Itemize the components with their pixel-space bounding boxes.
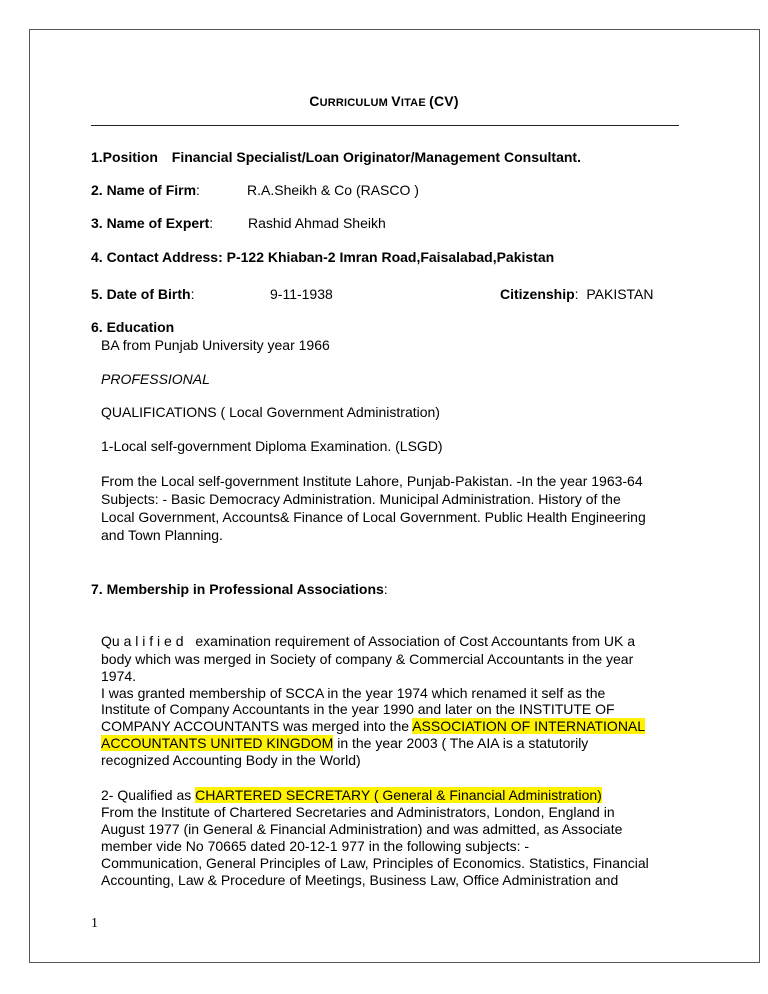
education-para-line: From the Local self-government Institute Lahore, Punjab-Pakistan. -In the year 1963-64 bbox=[101, 473, 643, 489]
membership-line: Institute of Company Accountants in the year 1990 and later on the INSTITUTE OF bbox=[101, 701, 615, 717]
membership-line: From the Institute of Chartered Secretaries and Administrators, London, England in bbox=[101, 804, 615, 820]
membership-line: Qu a l i f i e d examination requirement of Association of Cost Accountants from UK a bbox=[101, 633, 636, 649]
citizenship-value: PAKISTAN bbox=[586, 286, 654, 302]
expert-row: 3. Name of Expert: bbox=[91, 215, 214, 231]
firm-label: 2. Name of Firm bbox=[91, 182, 197, 198]
membership-line: I was granted membership of SCCA in the year 1974 which renamed it self as the bbox=[101, 685, 606, 701]
document-title: CURRICULUM VITAE (CV) bbox=[309, 93, 459, 109]
contact-value: P-122 Khiaban-2 Imran Road,Faisalabad,Pakistan bbox=[226, 249, 555, 265]
education-professional: PROFESSIONAL bbox=[101, 371, 210, 387]
membership-line: body which was merged in Society of company & Commercial Accountants in the year bbox=[101, 651, 634, 667]
membership-line: 2- Qualified as CHARTERED SECRETARY ( General & Financial Administration) bbox=[101, 787, 602, 803]
dob-row: 5. Date of Birth: bbox=[91, 286, 195, 302]
chartered-secretary-highlight: CHARTERED SECRETARY ( General & Financial Administration) bbox=[195, 787, 602, 803]
membership-line: Communication, General Principles of Law, Principles of Economics. Statistics, Financial bbox=[101, 855, 649, 871]
membership-line: Accounting, Law & Procedure of Meetings, Business Law, Office Administration and bbox=[101, 872, 619, 888]
citizenship: Citizenship: PAKISTAN bbox=[500, 286, 654, 302]
position-row bbox=[91, 148, 581, 166]
expert-label: 3. Name of Expert bbox=[91, 215, 210, 231]
citizenship-label: Citizenship bbox=[500, 286, 575, 302]
expert-value: Rashid Ahmad Sheikh bbox=[248, 215, 386, 231]
education-para-line: and Town Planning. bbox=[101, 527, 223, 543]
qualified-spaced: Qu a l i f i e d bbox=[101, 633, 184, 649]
membership-line: 1974. bbox=[101, 668, 137, 684]
education-para-line: Subjects: - Basic Democracy Administration. Municipal Administration. History of the bbox=[101, 491, 621, 507]
membership-heading-row: 7. Membership in Professional Associations: bbox=[91, 581, 388, 597]
education-lsgd: 1-Local self-government Diploma Examination. (LSGD) bbox=[101, 438, 443, 454]
contact-label: 4. Contact Address: bbox=[91, 249, 223, 265]
dob-value: 9-11-1938 bbox=[270, 286, 333, 302]
membership-line: COMPANY ACCOUNTANTS was merged into the ASSOCIATION OF INTERNATIONAL bbox=[101, 718, 646, 734]
education-heading: 6. Education bbox=[91, 319, 175, 335]
aia-highlight: ACCOUNTANTS UNITED KINGDOM bbox=[101, 735, 334, 751]
education-qualifications: QUALIFICATIONS ( Local Government Administration) bbox=[101, 404, 440, 420]
position-value: Financial Specialist/Loan Originator/Management Consultant. bbox=[171, 149, 581, 165]
education-para-line: Local Government, Accounts& Finance of Local Government. Public Health Engineering bbox=[101, 509, 646, 525]
position-label: 1.Position bbox=[91, 149, 158, 165]
membership-line: August 1977 (in General & Financial Administration) and was admitted, as Associate bbox=[101, 821, 623, 837]
page-number: 1 bbox=[91, 916, 98, 931]
aia-highlight: ASSOCIATION OF INTERNATIONAL bbox=[412, 718, 646, 734]
firm-value: R.A.Sheikh & Co (RASCO ) bbox=[247, 182, 419, 198]
firm-row: 2. Name of Firm: bbox=[91, 182, 200, 198]
dob-label: 5. Date of Birth bbox=[91, 286, 191, 302]
education-ba: BA from Punjab University year 1966 bbox=[101, 337, 330, 353]
membership-line: member vide No 70665 dated 20-12-1 977 in the following subjects: - bbox=[101, 838, 530, 854]
membership-heading: 7. Membership in Professional Associations bbox=[91, 581, 384, 597]
membership-line: ACCOUNTANTS UNITED KINGDOM in the year 2003 ( The AIA is a statutorily bbox=[101, 735, 589, 751]
contact-row bbox=[91, 248, 554, 266]
title-rule bbox=[91, 125, 679, 126]
membership-line: recognized Accounting Body in the World) bbox=[101, 752, 361, 768]
